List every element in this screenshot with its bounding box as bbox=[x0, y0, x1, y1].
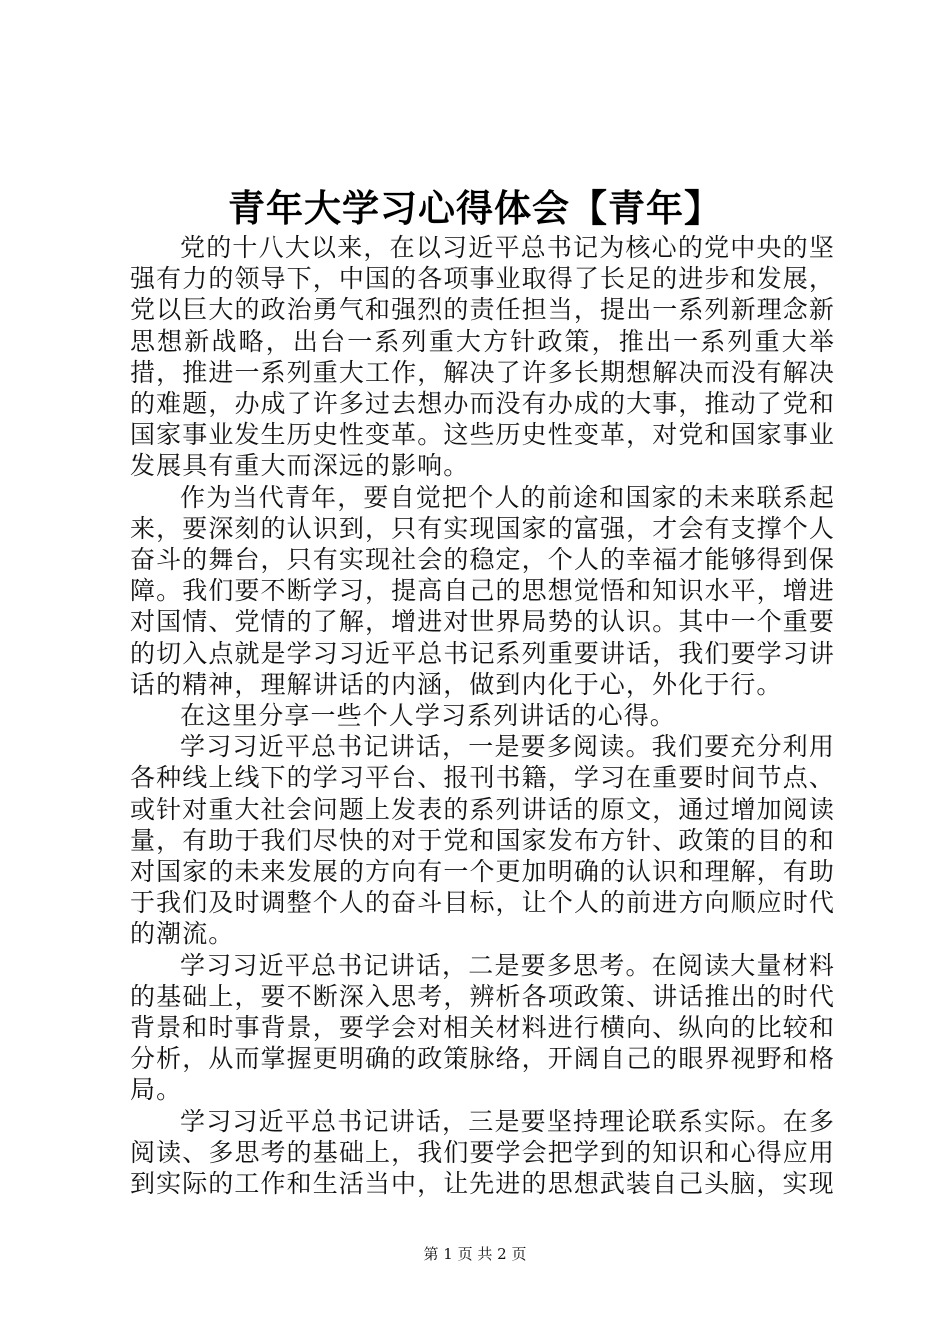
document-title: 青年大学习心得体会【青年】 bbox=[228, 186, 722, 230]
page-number-footer: 第 1 页 共 2 页 bbox=[423, 1245, 527, 1263]
paragraph: 在这里分享一些个人学习系列讲话的心得。 bbox=[180, 701, 676, 731]
paragraph: 学习习近平总书记讲话，一是要多阅读。我们要充分利用各种线上线下的学习平台、报刊书籍，学习在重要时间节点、或针对重大社会问题上发表的系列讲话的原文，通过增加阅读量，有助于我们尽快的对于党和国家发布方针、政策的目的和对国家的未来发展的方向有一个更加明确的认识和理解，有助于我们及时调整个人的奋斗目标，让个人的前进方向顺应时代的潮流。 bbox=[130, 732, 835, 949]
paragraph: 党的十八大以来，在以习近平总书记为核心的党中央的坚强有力的领导下，中国的各项事业取得了长足的进步和发展，党以巨大的政治勇气和强烈的责任担当，提出一系列新理念新思想新战略，出台一系列重大方针政策，推出一系列重大举措，推进一系列重大工作，解决了许多长期想解决而没有解决的难题，办成了许多过去想办而没有办成的大事，推动了党和国家事业发生历史性变革。这些历史性变革，对党和国家事业发展具有重大而深远的影响。 bbox=[130, 233, 835, 481]
paragraph: 学习习近平总书记讲话，二是要多思考。在阅读大量材料的基础上，要不断深入思考，辨析各项政策、讲话推出的时代背景和时事背景，要学会对相关材料进行横向、纵向的比较和分析，从而掌握更明确的政策脉络，开阔自己的眼界视野和格局。 bbox=[130, 950, 835, 1105]
document-body bbox=[130, 232, 835, 1199]
paragraph: 作为当代青年，要自觉把个人的前途和国家的未来联系起来，要深刻的认识到，只有实现国家的富强，才会有支撑个人奋斗的舞台，只有实现社会的稳定，个人的幸福才能够得到保障。我们要不断学习，提高自己的思想觉悟和知识水平，增进对国情、党情的了解，增进对世界局势的认识。其中一个重要的切入点就是学习习近平总书记系列重要讲话，我们要学习讲话的精神，理解讲话的内涵，做到内化于心，外化于行。 bbox=[130, 482, 835, 699]
paragraph: 学习习近平总书记讲话，三是要坚持理论联系实际。在多阅读、多思考的基础上，我们要学会把学到的知识和心得应用到实际的工作和生活当中，让先进的思想武装自己头脑，实现 bbox=[130, 1106, 835, 1199]
